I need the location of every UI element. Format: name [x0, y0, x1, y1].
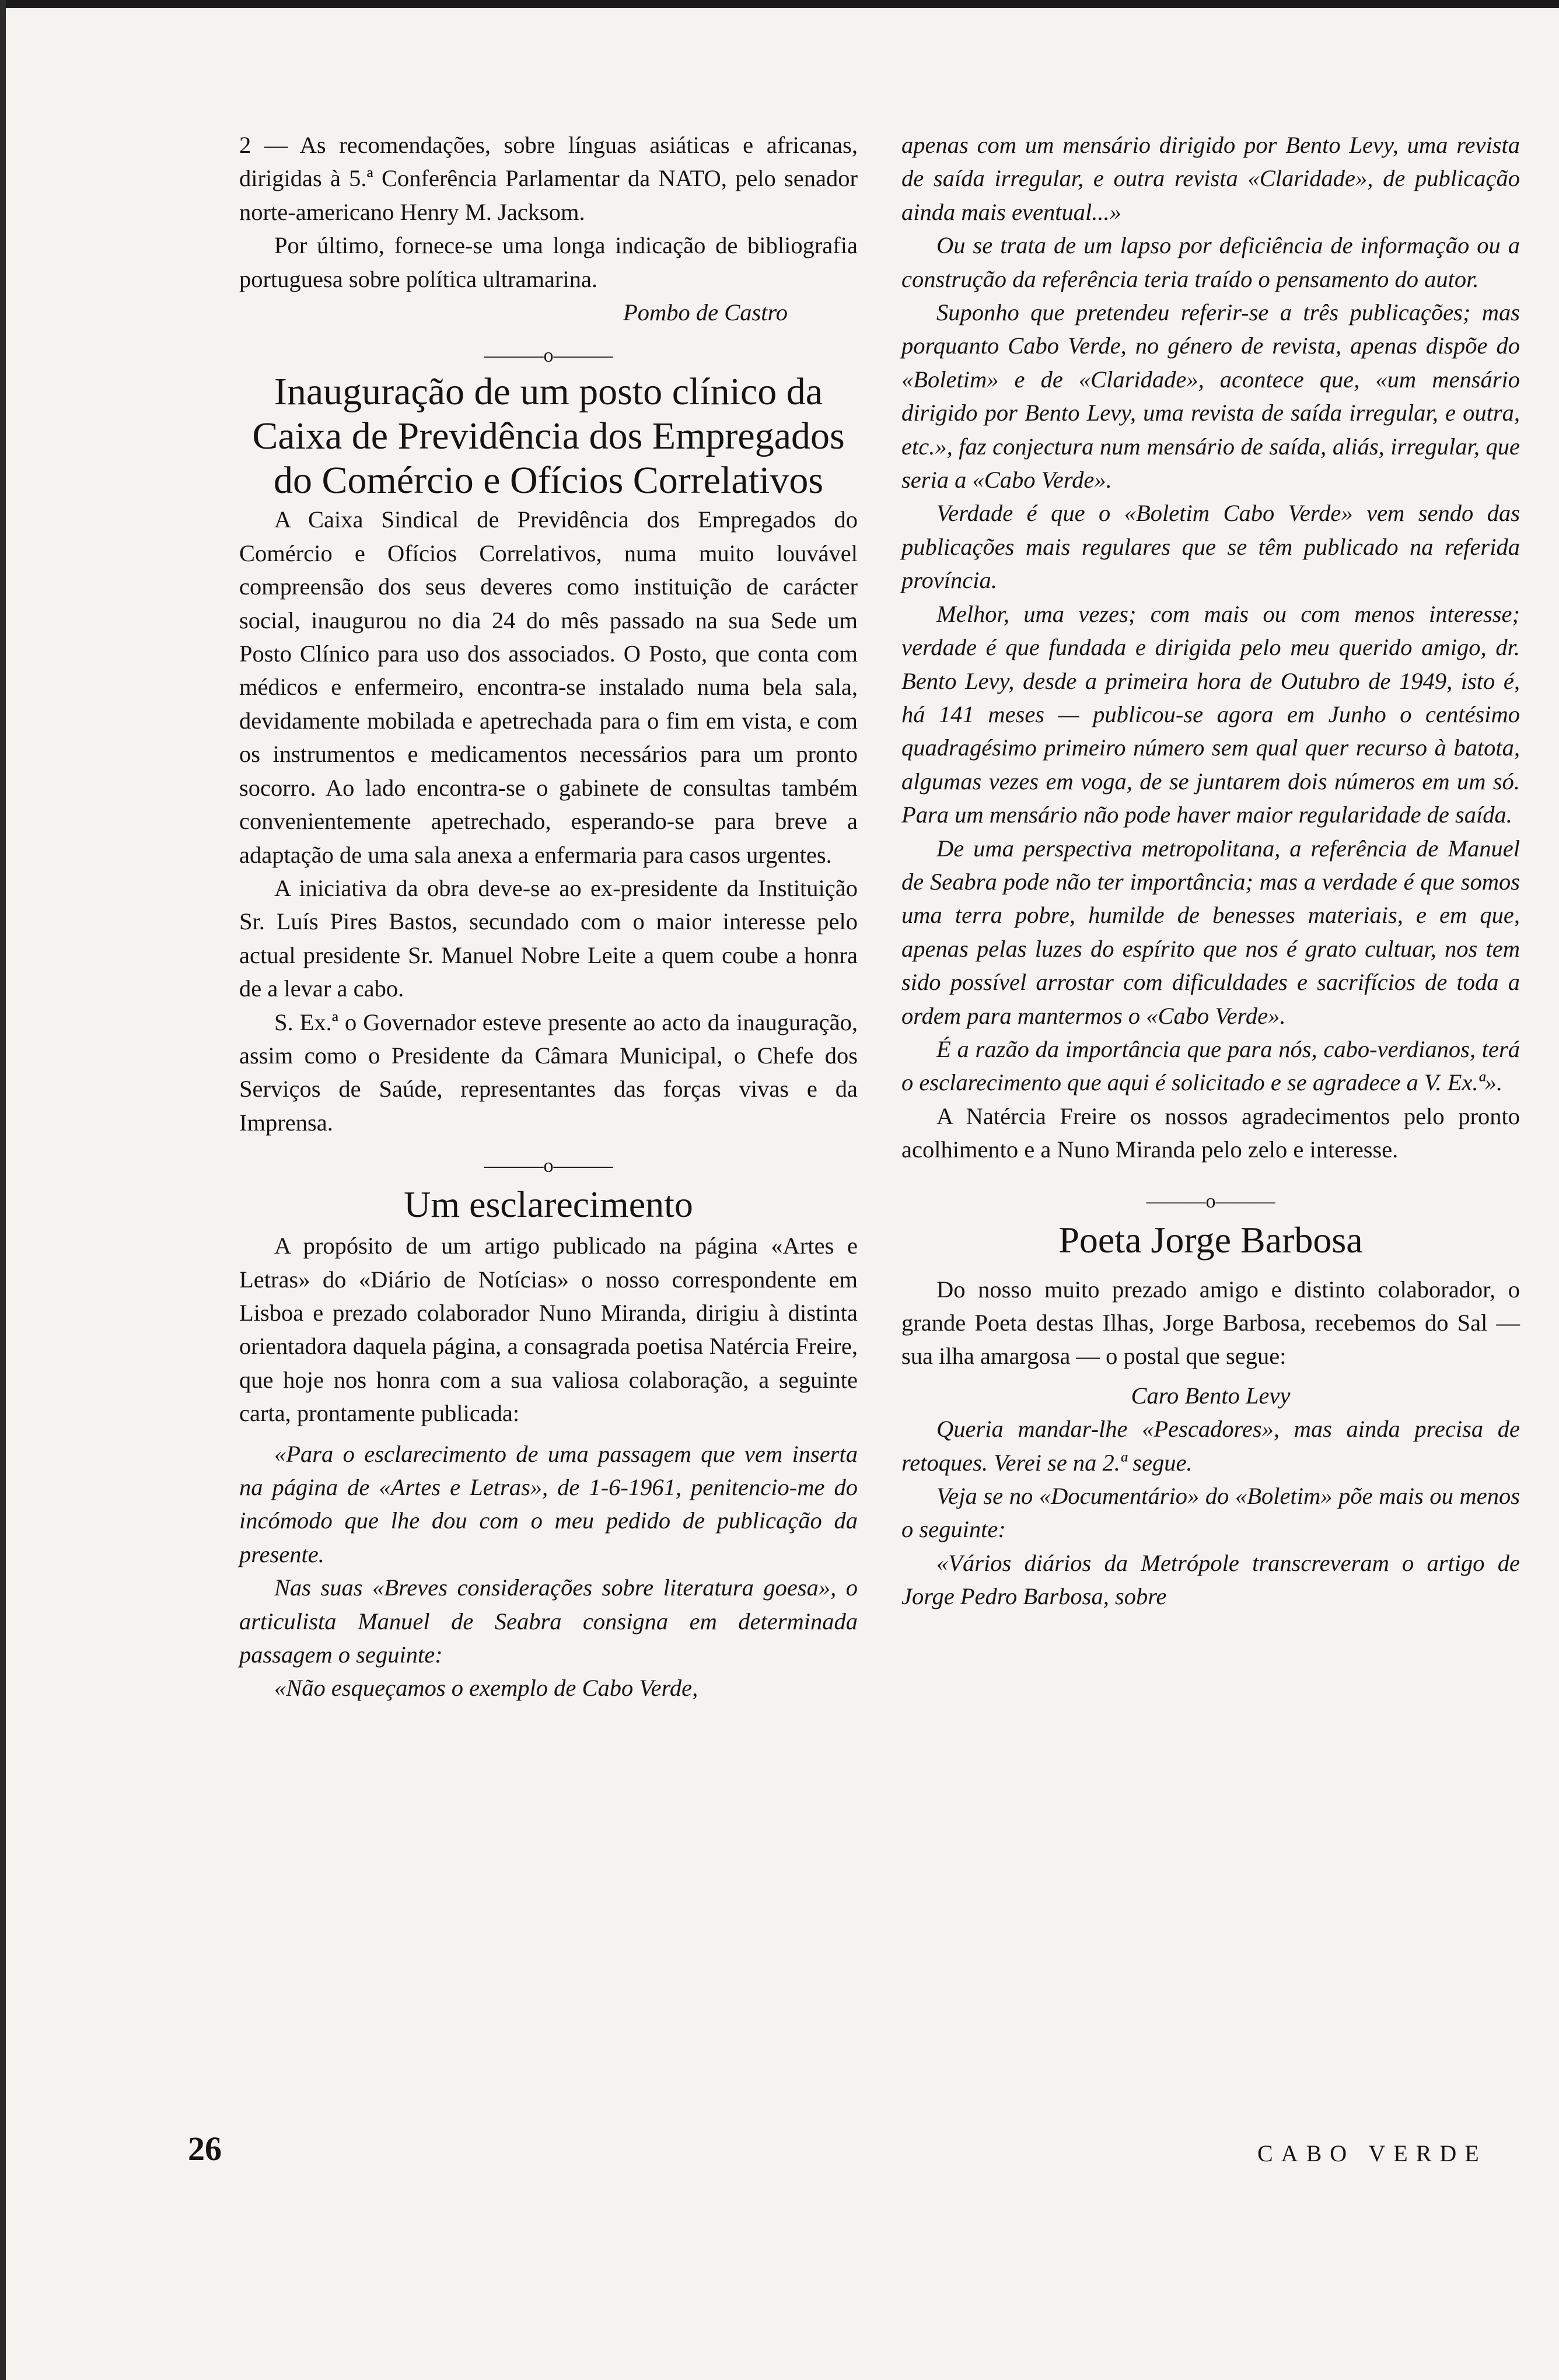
inauguracao-paragraph-1: A Caixa Sindical de Previdência dos Empregados do Comércio e Ofícios Correlativos, numa muito louvável compreensão dos seus deveres como instituição de carácter social, inaugurou no dia 24 do mês passado na sua Sede um Posto Clínico para uso dos associados. O Posto, que conta com médicos e enfermeiro, encontra-se instalado numa bela sala, devidamente mobilada e apetrechada para o fim em vista, e com os instrumentos e medicamentos necessários para um pronto socorro. Ao lado encontra-se o gabinete de consultas também convenientemente apetrechado, esperando-se para breve a adaptação de uma sala anexa a enfermaria para casos urgentes. — [239, 506, 858, 868]
section-separator: ———o——— — [484, 1155, 613, 1177]
page-number: 26 — [188, 2130, 222, 2168]
journal-name: CABO VERDE — [1257, 2140, 1487, 2166]
article-title-jorge-barbosa: Poeta Jorge Barbosa — [1058, 1219, 1363, 1261]
esclarecimento-paragraph-1: A propósito de um artigo publicado na página «Artes e Letras» do «Diário de Notícias» o nosso correspondente em Lisboa e prezado colaborador Nuno Miranda, dirigiu à distinta orientadora daquela página, a consagrada poetisa Natércia Freire, que hoje nos honra com a sua valiosa colaboração, a seguinte carta, prontamente publicada: — [239, 1233, 858, 1427]
letter-quote-4: apenas com um mensário dirigido por Bento Levy, uma revista de saída irregular, e outra revista «Claridade», de publicação ainda mais eventual...» — [901, 132, 1520, 225]
letter-quote-5: Ou se trata de um lapso por deficiência de informação ou a construção da referência teria traído o pensamento do autor. — [901, 232, 1520, 292]
postal-paragraph-3: «Vários diários da Metrópole transcreveram o artigo de Jorge Pedro Barbosa, sobre — [901, 1549, 1520, 1610]
right-column — [901, 128, 1520, 1614]
section-separator: ———o——— — [484, 345, 613, 367]
acknowledgement-paragraph: A Natércia Freire os nossos agradecimentos pelo pronto acolhimento e a Nuno Miranda pelo zelo e interesse. — [901, 1102, 1520, 1163]
postal-paragraph-2: Veja se no «Documentário» do «Boletim» põe mais ou menos o seguinte: — [901, 1483, 1520, 1543]
item-2-text: 2 — As recomendações, sobre línguas asiáticas e africanas, dirigidas à 5.ª Conferência Parlamentar da NATO, pelo senador norte-americano Henry M. Jacksom. — [239, 132, 858, 225]
inauguracao-paragraph-3: S. Ex.ª o Governador esteve presente ao acto da inauguração, assim como o Presidente da Câmara Municipal, o Chefe dos Serviços de Saúde, representantes das forças vivas e da Imprensa. — [239, 1009, 858, 1136]
letter-quote-1: «Para o esclarecimento de uma passagem que vem inserta na página de «Artes e Letras», de 1-6-1961, penitencio-me do incómodo que lhe dou com o meu pedido de publicação da presente. — [239, 1440, 858, 1567]
postal-salutation: Caro Bento Levy — [1131, 1382, 1291, 1409]
letter-quote-10: É a razão da importância que para nós, cabo-verdianos, terá o esclarecimento que aqui é solicitado e se agradece a V. Ex.ª». — [901, 1035, 1520, 1096]
letter-quote-2: Nas suas «Breves considerações sobre literatura goesa», o articulista Manuel de Seabra consigna em determinada passagem o seguinte: — [239, 1574, 858, 1668]
letter-quote-9: De uma perspectiva metropolitana, a referência de Manuel de Seabra pode não ter importância; mas a verdade é que somos uma terra pobre, humilde de benesses materiais, e em que, apenas pelas luzes do espírito que nos é grato cultuar, nos tem sido possível arrostar com dificuldades e sacrifícios de toda a ordem para mantermos o «Cabo Verde». — [901, 835, 1520, 1029]
left-border-rule — [0, 0, 6, 2380]
article-title-esclarecimento: Um esclarecimento — [404, 1184, 693, 1226]
inauguracao-paragraph-2: A iniciativa da obra deve-se ao ex-presidente da Instituição Sr. Luís Pires Bastos, secundado com o maior interesse pelo actual presidente Sr. Manuel Nobre Leite a quem coube a honra de a levar a cabo. — [239, 874, 858, 1002]
letter-quote-3: «Não esqueçamos o exemplo de Cabo Verde, — [274, 1675, 698, 1702]
author-signature: Pombo de Castro — [623, 299, 788, 326]
article-title-inauguracao: Inauguração de um posto clínico da Caixa de Previdência dos Empregados do Comércio e Ofícios Correlativos — [252, 370, 845, 502]
top-border-rule — [0, 0, 1559, 8]
section-separator: ———o——— — [1146, 1190, 1275, 1212]
postal-paragraph-1: Queria mandar-lhe «Pescadores», mas ainda precisa de retoques. Verei se na 2.ª segue. — [901, 1416, 1520, 1476]
left-column — [239, 128, 858, 1705]
letter-quote-7: Verdade é que o «Boletim Cabo Verde» vem sendo das publicações mais regulares que se têm publicado na referida província. — [901, 500, 1520, 594]
letter-quote-8: Melhor, uma vezes; com mais ou com menos interesse; verdade é que fundada e dirigida pelo meu querido amigo, dr. Bento Levy, desde a primeira hora de Outubro de 1949, isto é, há 141 meses — publicou-se agora em Junho o centésimo quadragésimo primeiro número sem qual quer recurso à batota, algumas vezes em voga, de se juntarem dois números em um só. Para um mensário não pode haver maior regularidade de saída. — [901, 600, 1520, 828]
closing-paragraph: Por último, fornece-se uma longa indicação de bibliografia portuguesa sobre política ultramarina. — [239, 232, 858, 292]
barbosa-paragraph-1: Do nosso muito prezado amigo e distinto colaborador, o grande Poeta destas Ilhas, Jorge Barbosa, recebemos do Sal — sua ilha amargosa — o postal que segue: — [901, 1276, 1520, 1370]
letter-quote-6: Suponho que pretendeu referir-se a três publicações; mas porquanto Cabo Verde, no género de revista, apenas dispõe do «Boletim» e de «Claridade», acontece que, «um mensário dirigido por Bento Levy, uma revista de saída irregular, e outra, etc.», faz conjectura num mensário de saída, aliás, irregular, que seria a «Cabo Verde». — [901, 299, 1520, 494]
